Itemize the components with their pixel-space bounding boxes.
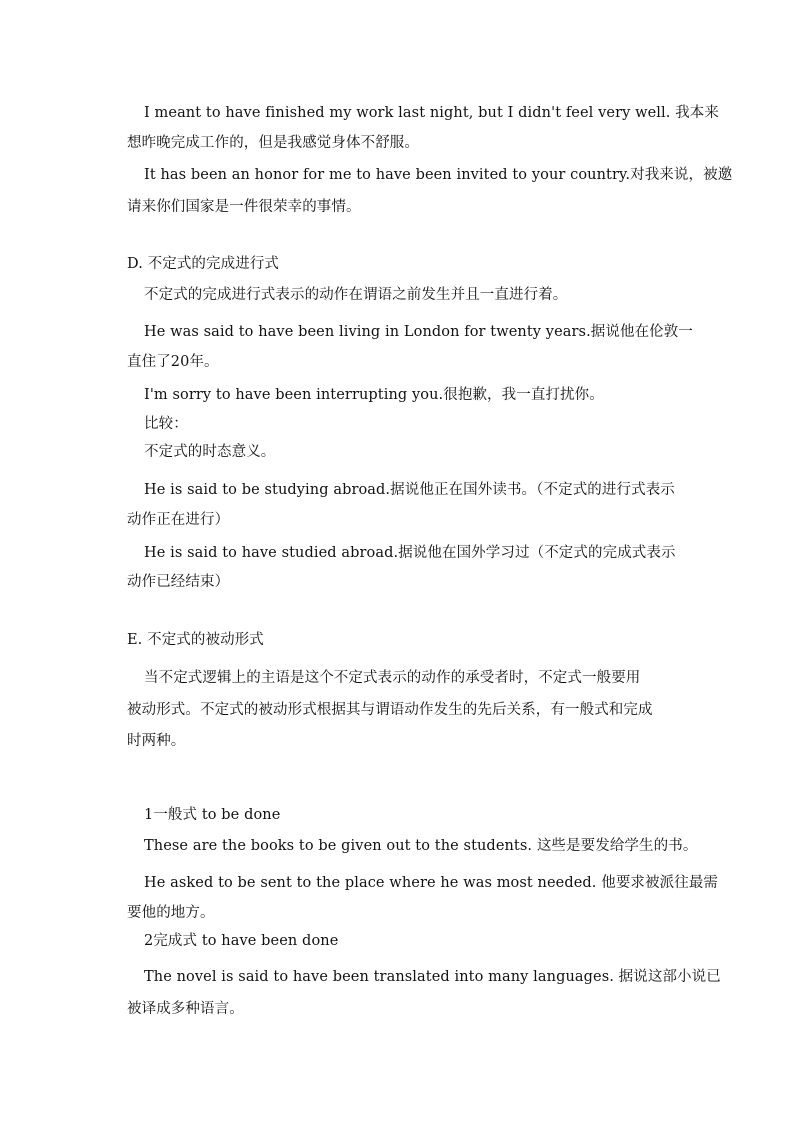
example-sentence-line: I meant to have finished my work last night, but I didn't feel very well. 我本来 (144, 105, 719, 121)
example-sentence-line: He is said to be studying abroad.据说他正在国外读书。（不定式的进行式表示 (144, 482, 675, 498)
section-heading-d: D. 不定式的完成进行式 (127, 256, 280, 272)
subheading-perfect-form: 2完成式 to have been done (144, 933, 339, 949)
explanation-line: 当不定式逻辑上的主语是这个不定式表示的动作的承受者时，不定式一般要用 (144, 670, 641, 686)
compare-label: 比较： (144, 416, 188, 432)
section-heading-e: E. 不定式的被动形式 (127, 632, 264, 648)
note-line: 动作正在进行） (127, 512, 230, 528)
example-sentence-line: These are the books to be given out to the students. 这些是要发给学生的书。 (144, 838, 698, 854)
note-line: 动作已经结束） (127, 574, 230, 590)
translation-line: 请来你们国家是一件很荣幸的事情。 (127, 199, 361, 215)
example-sentence-line: He asked to be sent to the place where he was most needed. 他要求被派往最需 (144, 875, 719, 891)
example-sentence-line: He is said to have studied abroad.据说他在国外学习过（不定式的完成式表示 (144, 545, 676, 561)
example-sentence-line: I'm sorry to have been interrupting you.很抱歉，我一直打扰你。 (144, 387, 604, 403)
example-sentence-line: He was said to have been living in London for twenty years.据说他在伦敦一 (144, 324, 693, 340)
translation-line: 想昨晚完成工作的，但是我感觉身体不舒服。 (127, 135, 419, 151)
explanation-line: 时两种。 (127, 733, 186, 749)
example-sentence-line: The novel is said to have been translated into many languages. 据说这部小说已 (144, 969, 721, 985)
translation-line: 直住了20年。 (127, 354, 219, 370)
example-sentence-line: It has been an honor for me to have been invited to your country.对我来说，被邀 (144, 167, 733, 183)
translation-line: 要他的地方。 (127, 905, 215, 921)
explanation-line: 不定式的时态意义。 (144, 444, 276, 460)
translation-line: 被译成多种语言。 (127, 1001, 244, 1017)
explanation-line: 被动形式。不定式的被动形式根据其与谓语动作发生的先后关系，有一般式和完成 (127, 702, 653, 718)
subheading-simple-form: 1一般式 to be done (144, 807, 281, 823)
explanation-line: 不定式的完成进行式表示的动作在谓语之前发生并且一直进行着。 (144, 287, 568, 303)
